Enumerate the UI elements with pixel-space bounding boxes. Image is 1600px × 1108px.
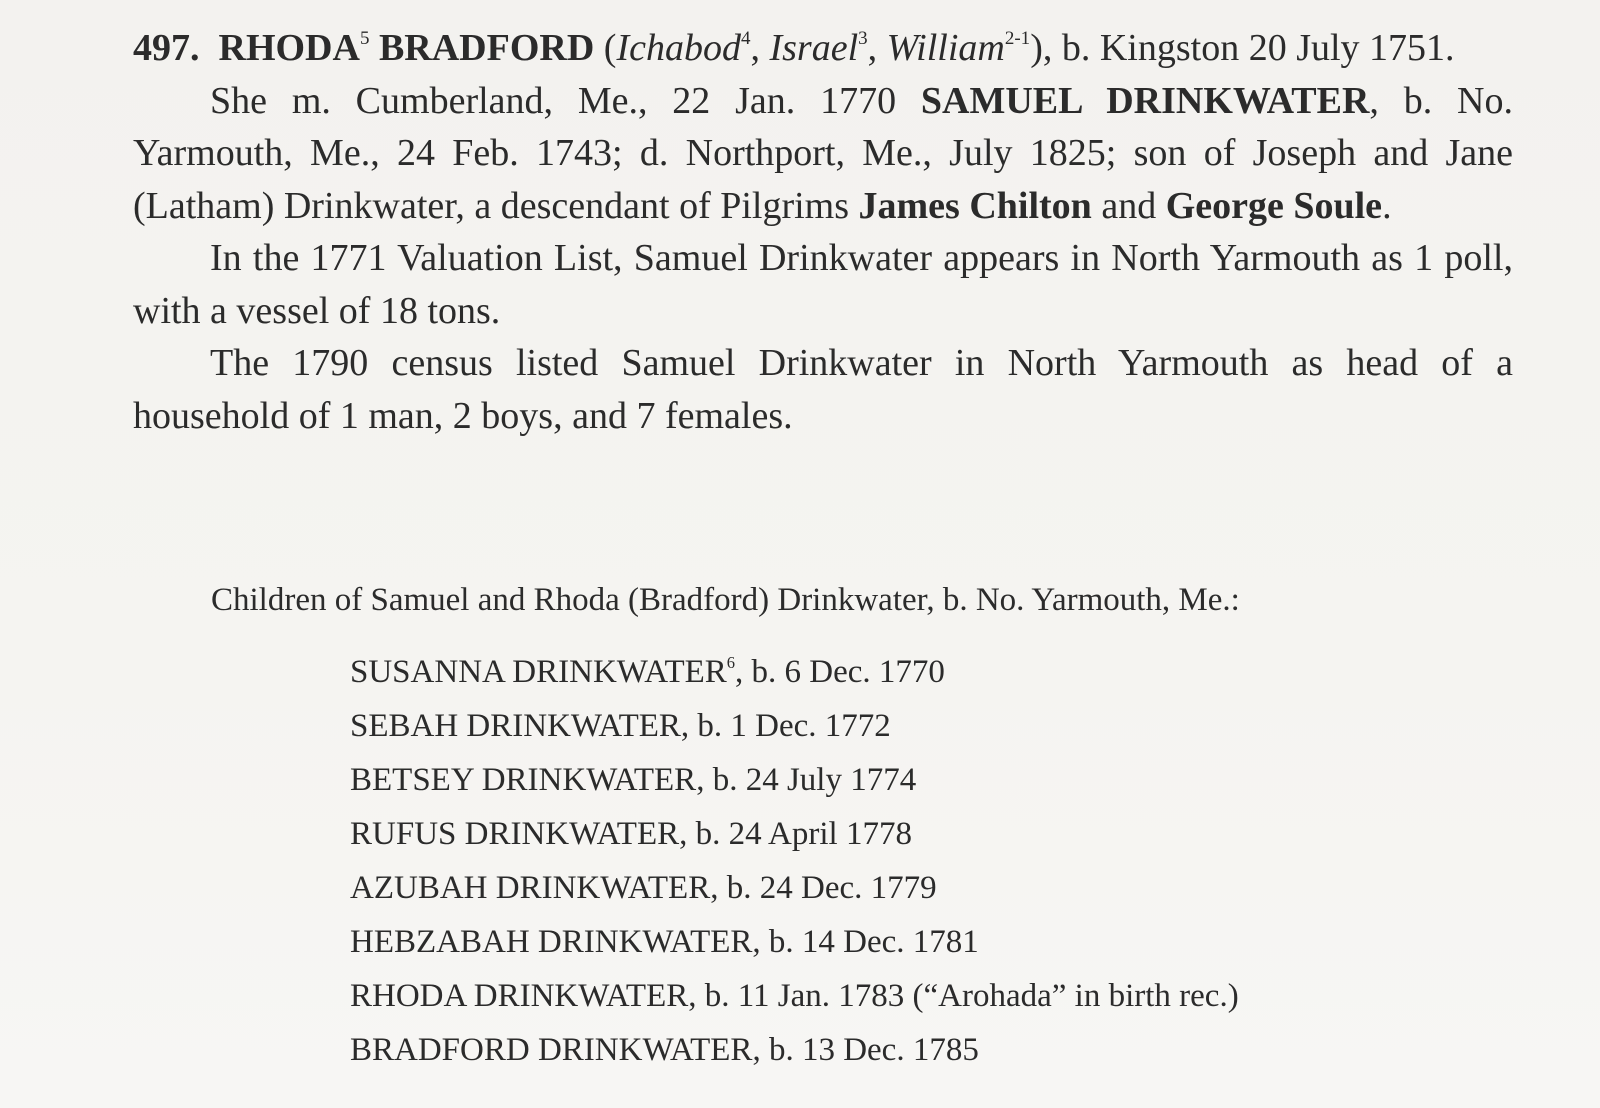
child-detail: , b. 24 Dec. 1779 <box>710 870 937 906</box>
child-detail: , b. 14 Dec. 1781 <box>752 924 979 960</box>
child-detail: , b. 13 Dec. 1785 <box>752 1032 979 1068</box>
pilgrim-1: James Chilton <box>858 184 1092 227</box>
marriage-text-1: She m. Cumberland, Me., 22 Jan. 1770 <box>210 79 921 122</box>
child-name: RHODA DRINKWATER <box>350 978 689 1014</box>
child-name: SUSANNA DRINKWATER <box>350 654 727 690</box>
child-name: RUFUS DRINKWATER <box>350 816 680 852</box>
marriage-paragraph <box>133 75 1513 233</box>
census-paragraph: The 1790 census listed Samuel Drinkwater in North Yarmouth as head of a household of 1 man, 2 boys, and 7 females. <box>133 342 1513 437</box>
ancestor-3: William <box>886 27 1005 69</box>
pilgrim-2: George Soule <box>1165 184 1383 227</box>
entry-birth: , b. Kingston 20 July 1751. <box>1042 27 1455 69</box>
entry-body <box>133 22 1513 442</box>
child-detail: , b. 24 July 1774 <box>696 762 917 798</box>
entry-heading: 497. RHODA$^5$ BRADFORD (Ichabod$^4$, Israel$^3$, William$^{2-1}$), b. Kingston 20 July 1751. <box>133 27 1455 69</box>
entry-number: 497. <box>133 27 200 69</box>
spouse-name: SAMUEL DRINKWATER <box>920 79 1370 122</box>
ancestor-1-gen: 4 <box>740 27 751 49</box>
child-name: BETSEY DRINKWATER <box>350 762 697 798</box>
ancestor-1: Ichabod <box>616 27 741 69</box>
marriage-text-4: . <box>1382 184 1392 227</box>
child-name: AZUBAH DRINKWATER <box>350 870 711 906</box>
child-name: HEBZABAH DRINKWATER <box>350 924 753 960</box>
entry-given-name: RHODA <box>218 27 360 69</box>
entry-generation: 5 <box>359 27 370 49</box>
marriage-text-3: and <box>1091 184 1166 227</box>
ancestor-2: Israel <box>769 27 859 69</box>
child-detail: , b. 1 Dec. 1772 <box>680 708 891 744</box>
entry-surname: BRADFORD <box>378 27 595 69</box>
child-name: BRADFORD DRINKWATER <box>350 1032 753 1068</box>
child-detail: , b. 24 April 1778 <box>679 816 912 852</box>
ancestor-3-gen: 2-1 <box>1004 27 1031 49</box>
child-generation: 6 <box>726 652 736 672</box>
child-detail: , b. 11 Jan. 1783 (“Arohada” in birth rec.) <box>688 978 1239 1014</box>
children-caption: Children of Samuel and Rhoda (Bradford) Drinkwater, b. No. Yarmouth, Me.: <box>211 582 1240 618</box>
marriage-text-2: , b. No. Yarmouth, Me., 24 Feb. 1743; d. Northport, Me., July 1825; son of Joseph and Jane (Latham) Drinkwater, a descendant of Pilgrims <box>133 79 1513 227</box>
child-name: SEBAH DRINKWATER <box>350 708 681 744</box>
valuation-paragraph: In the 1771 Valuation List, Samuel Drinkwater appears in North Yarmouth as 1 poll, with a vessel of 18 tons. <box>133 237 1513 332</box>
child-detail: , b. 6 Dec. 1770 <box>735 654 945 690</box>
ancestor-2-gen: 3 <box>858 27 868 49</box>
